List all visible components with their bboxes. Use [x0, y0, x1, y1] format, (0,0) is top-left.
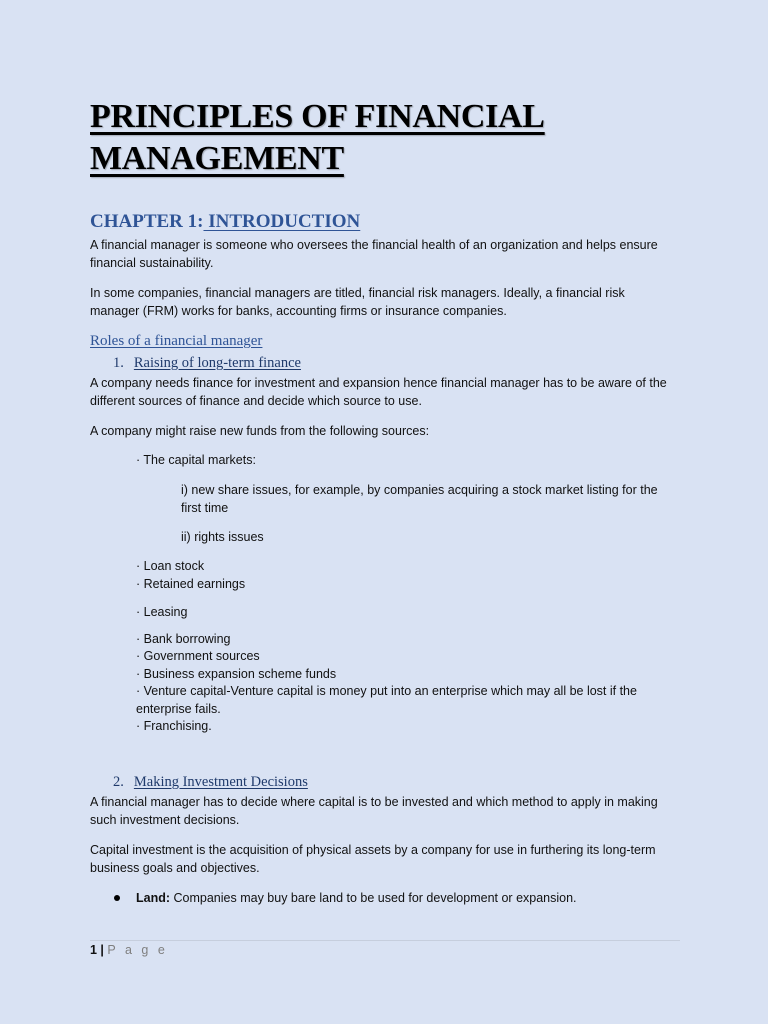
section-2-paragraph-1-line-1: A financial manager has to decide where capital is to be invested and which method to apply in making [90, 795, 658, 809]
section-1-number: 1. [113, 355, 124, 371]
section-1-paragraph-2: A company might raise new funds from the following sources: [90, 424, 430, 438]
intro-paragraph-2-line-1: In some companies, financial managers are titled, financial risk managers. Ideally, a financial risk [90, 286, 625, 300]
page-separator: | [96, 943, 108, 957]
section-1-paragraph-1-line-2: different sources of finance and decide which source to use. [90, 394, 422, 408]
section-2-number: 2. [113, 774, 124, 790]
section-2-title: Making Investment Decisions [133, 774, 308, 790]
section-2-heading [113, 774, 308, 791]
sub-item-new-share-issues-line-2: first time [181, 501, 229, 515]
roles-heading: Roles of a financial manager [90, 333, 263, 349]
land-label: Land: [136, 891, 171, 905]
page-number: 1 [90, 943, 97, 957]
page-footer [90, 943, 168, 957]
chapter-title: INTRODUCTION [203, 211, 361, 232]
section-1-title: Raising of long-term finance [133, 355, 301, 371]
list-item-retained-earnings: · Retained earnings [136, 577, 246, 591]
page-label: P a g e [107, 943, 168, 957]
list-item-venture-capital-line-2: enterprise fails. [136, 702, 221, 716]
section-2-paragraph-2-line-2: business goals and objectives. [90, 861, 260, 875]
list-item-government-sources: · Government sources [136, 649, 260, 663]
sub-item-new-share-issues-line-1: i) new share issues, for example, by companies acquiring a stock market listing for the [181, 483, 658, 497]
list-item-loan-stock: · Loan stock [136, 559, 205, 573]
section-1-paragraph-1-line-1: A company needs finance for investment and expansion hence financial manager has to be aware of the [90, 376, 667, 390]
list-item-capital-markets: · The capital markets: [136, 453, 256, 467]
section-2-paragraph-1-line-2: such investment decisions. [90, 813, 240, 827]
land-text: Companies may buy bare land to be used for development or expansion. [170, 891, 577, 905]
bullet-icon [114, 895, 120, 901]
footer-divider [90, 940, 680, 941]
section-1-heading [113, 355, 301, 372]
chapter-heading [90, 211, 360, 233]
list-item-bank-borrowing: · Bank borrowing [136, 632, 231, 646]
document-title-line-1: PRINCIPLES OF FINANCIAL [90, 98, 545, 135]
list-item-business-expansion: · Business expansion scheme funds [136, 667, 337, 681]
intro-paragraph-2-line-2: manager (FRM) works for banks, accounting firms or insurance companies. [90, 304, 507, 318]
list-item-franchising: · Franchising. [136, 719, 212, 733]
intro-paragraph-1-line-1: A financial manager is someone who oversees the financial health of an organization and helps ensure [90, 238, 658, 252]
list-item-venture-capital-line-1: · Venture capital-Venture capital is money put into an enterprise which may all be lost if the [136, 684, 637, 698]
intro-paragraph-1-line-2: financial sustainability. [90, 256, 214, 270]
section-2-paragraph-2-line-1: Capital investment is the acquisition of physical assets by a company for use in furthering its long-term [90, 843, 656, 857]
list-item-land [136, 889, 577, 907]
sub-item-rights-issues: ii) rights issues [181, 530, 264, 544]
list-item-leasing: · Leasing [136, 605, 188, 619]
chapter-prefix: CHAPTER 1: [90, 211, 204, 232]
document-title-line-2: MANAGEMENT [90, 140, 344, 177]
